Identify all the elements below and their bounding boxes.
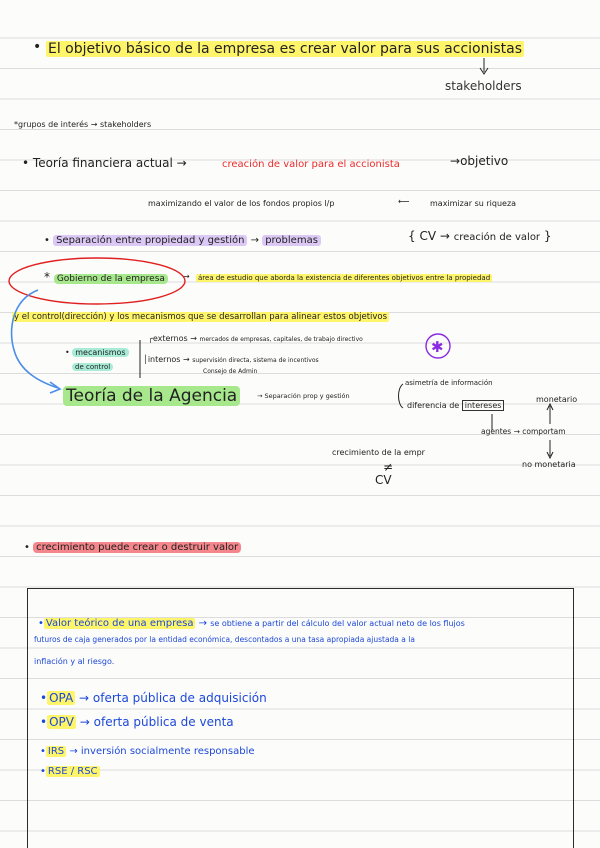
sep-prop-line: → Separación prop y gestión: [257, 392, 350, 400]
objective-text: El objetivo básico de la empresa es crear valor para sus accionistas: [48, 41, 523, 57]
creacion-valor-text: creación de valor: [453, 232, 541, 243]
neq-symbol: ≠: [383, 460, 394, 474]
valor-teorico-text: Valor teórico de una empresa: [45, 618, 194, 629]
opa-text: OPA: [49, 691, 74, 705]
gobierno-text: Gobierno de la empresa: [54, 274, 168, 284]
stakeholders-label: stakeholders: [445, 79, 522, 93]
objetivo-label: →objetivo: [450, 154, 509, 168]
consejo-label: Consejo de Admin: [203, 368, 258, 375]
arrow-gobierno: →: [183, 272, 190, 281]
purple-star: ✱: [431, 338, 444, 356]
irs-line: • IRS → inversión socialmente responsable: [40, 746, 255, 757]
mecanismos-text: mecanismos: [72, 348, 128, 357]
opa-def: oferta pública de adquisición: [92, 691, 267, 705]
maximizando-text: maximizando el valor de los fondos propios l/p: [148, 199, 335, 208]
diferencia-text: diferencia de: [407, 401, 460, 410]
agentes-text: agentes: [481, 427, 512, 436]
cv2-label: CV: [375, 473, 392, 487]
teoria-financiera: • Teoría financiera actual →: [22, 156, 187, 170]
teoria-agencia-text: Teoría de la Agencia: [63, 386, 240, 406]
internos-text: internos: [147, 355, 181, 364]
separacion-line: • Separación entre propiedad y gestión → problemas: [44, 235, 321, 246]
valor-def2: futuros de caja generados por la entidad económica, descontados a una tasa apropiada ajustada a la: [34, 635, 415, 644]
crecimiento-empr: crecimiento de la empr: [332, 448, 425, 457]
opv-line: • OPV → oferta pública de venta: [40, 715, 234, 729]
grupos-target: stakeholders: [100, 120, 152, 129]
agencia-brace: [399, 384, 404, 408]
irs-def: inversión socialmente responsable: [80, 746, 255, 757]
mecanismos-label: • mecanismos: [65, 349, 129, 358]
cv-brace: { CV → creación de valor }: [408, 229, 552, 243]
internos-line: │internos → supervisión directa, sistema de incentivos: [143, 355, 319, 364]
separacion-text: Separación entre propiedad y gestión: [53, 235, 247, 246]
asimetria-label: asimetría de información: [405, 379, 493, 387]
irs-text: IRS: [47, 746, 65, 757]
arrow-left: ⟵: [398, 197, 410, 206]
area-estudio-text: área de estudio que aborda la existencia de diferentes objetivos entre la propiedad: [198, 274, 491, 282]
externos-line: ╭externos → mercados de empresas, capitales, de trabajo directivo: [148, 334, 363, 343]
rse-line: • RSE / RSC: [40, 766, 98, 777]
creacion-valor-accionista: creación de valor para el accionista: [222, 159, 400, 170]
rse-text: RSE / RSC: [47, 766, 98, 777]
externos-text: externos: [152, 334, 188, 343]
opv-def: oferta pública de venta: [93, 715, 234, 729]
teoria-fin-text: Teoría financiera actual: [32, 156, 173, 170]
agentes-line: agentes → comportam: [481, 427, 566, 436]
problemas-text: problemas: [262, 235, 321, 246]
grupos-line: *grupos de interés → stakeholders: [14, 120, 152, 129]
opv-text: OPV: [49, 715, 74, 729]
valor-def3: inflación y al riesgo.: [34, 657, 115, 666]
gobierno-circle: [9, 258, 185, 304]
bullet-1: •: [33, 39, 42, 55]
monetario-label: monetario: [536, 395, 578, 404]
de-control-text: de control: [72, 363, 113, 371]
maximizar-text: maximizar su riqueza: [430, 199, 517, 208]
internos-detail: supervisión directa, sistema de incentivos: [192, 357, 319, 364]
valor-teorico-line: • Valor teórico de una empresa → se obtiene a partir del cálculo del valor actual neto de los flujos: [38, 618, 465, 629]
no-monetaria-label: no monetaria: [522, 460, 576, 469]
cv-text: CV: [419, 229, 437, 243]
valor-def1: se obtiene a partir del cálculo del valor actual neto de los flujos: [210, 619, 465, 628]
opa-line: • OPA → oferta pública de adquisición: [40, 691, 267, 705]
crecimiento-text: crecimiento puede crear o destruir valor: [33, 542, 241, 553]
gobierno-line: * Gobierno de la empresa: [44, 271, 168, 285]
blue-curve-arrow: [12, 290, 58, 388]
crecimiento-line: • crecimiento puede crear o destruir valor: [24, 542, 241, 553]
grupos-text: grupos de interés: [18, 120, 89, 129]
externos-detail: mercados de empresas, capitales, de trabajo directivo: [199, 336, 363, 343]
intereses-box: intereses: [462, 400, 505, 411]
control-line-text: y el control(dirección) y los mecanismos que se desarrollan para alinear estos objetivos: [14, 312, 388, 322]
comportamiento-text: comportam: [522, 427, 566, 436]
objetivo-text: objetivo: [460, 154, 509, 168]
sep-prop-text: Separación prop y gestión: [264, 392, 350, 400]
